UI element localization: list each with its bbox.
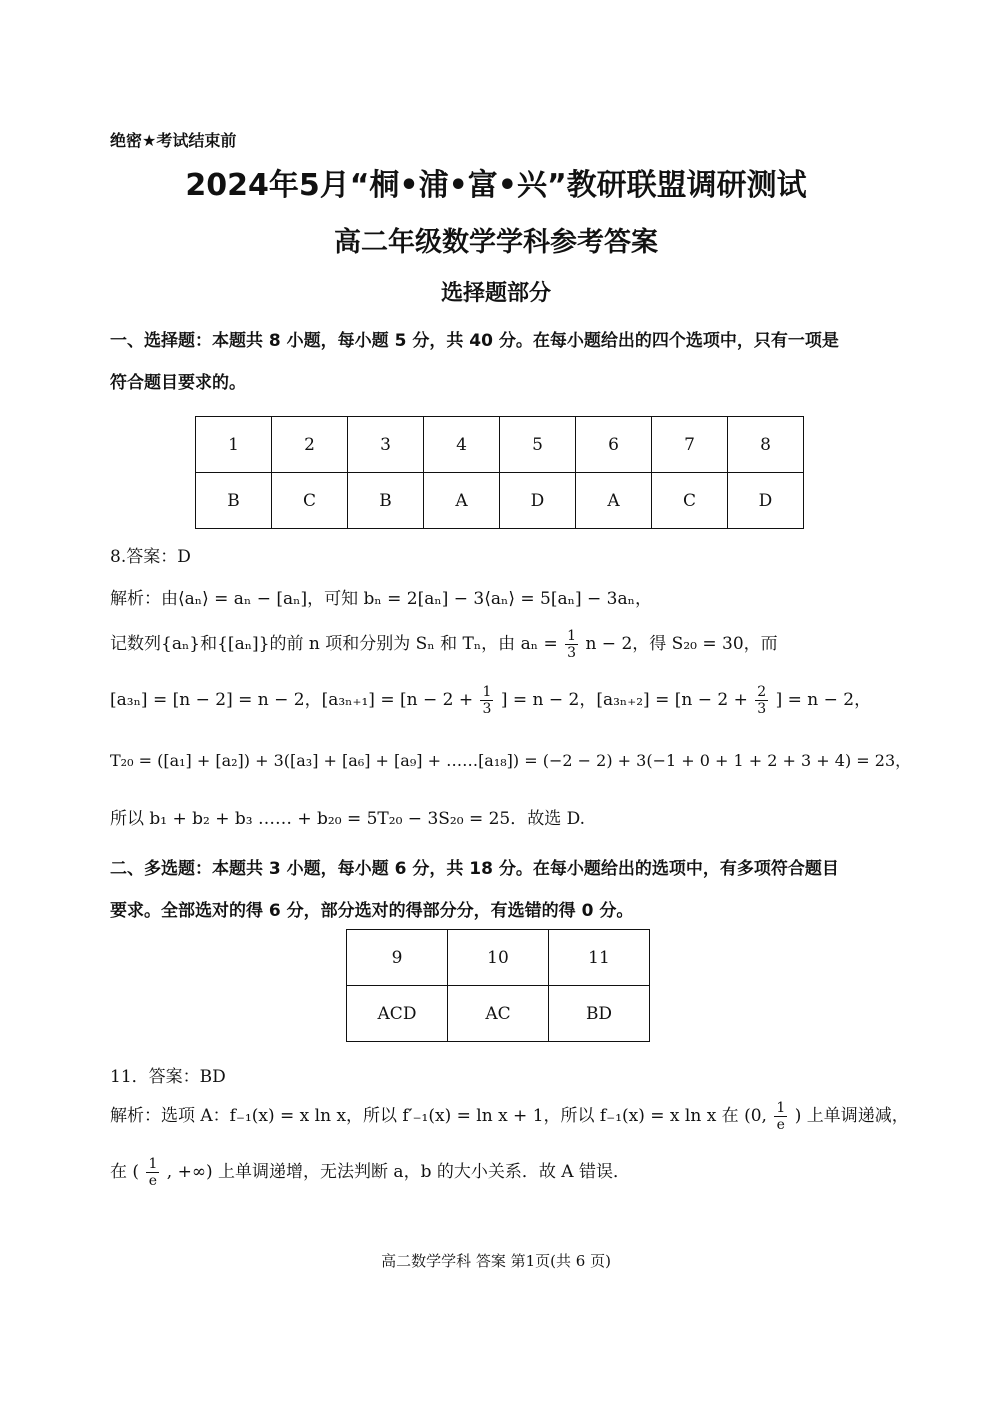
question-number: 4 — [424, 417, 500, 473]
question-number: 11 — [549, 930, 650, 986]
answer-cell: D — [728, 473, 804, 529]
question-number: 3 — [348, 417, 424, 473]
answer-cell: BD — [549, 986, 650, 1042]
question-number: 10 — [448, 930, 549, 986]
q8-answer: 8.答案：D — [110, 547, 191, 567]
fraction-denominator: e — [148, 1173, 158, 1189]
question-number: 2 — [272, 417, 348, 473]
fraction-numerator: 1 — [482, 684, 492, 700]
q11-solution-line2 — [110, 1156, 630, 1189]
q11-answer: 11．答案：BD — [110, 1067, 226, 1087]
fraction-one-third — [480, 684, 493, 717]
answer-cell: B — [348, 473, 424, 529]
question-number: 7 — [652, 417, 728, 473]
q8-solution-line5: 所以 b₁ + b₂ + b₃ …… + b₂₀ = 5T₂₀ − 3S₂₀ = 25．故选 D. — [110, 809, 586, 829]
section1-heading-line1: 一、选择题：本题共 8 小题，每小题 5 分，共 40 分。在每小题给出的四个选项中，只有一项是 — [110, 331, 839, 351]
fraction-numerator: 1 — [148, 1156, 158, 1172]
question-number: 1 — [196, 417, 272, 473]
fraction-denominator: 3 — [482, 701, 492, 717]
answer-cell: A — [576, 473, 652, 529]
q11-solution-line1 — [110, 1100, 909, 1133]
fraction-numerator: 2 — [757, 684, 767, 700]
q11-line1-part2: ) 上单调递减， — [794, 1106, 909, 1126]
section1-heading-line2: 符合题目要求的。 — [110, 373, 246, 393]
answer-table-2-numbers — [347, 930, 650, 986]
q8-solution-line3 — [110, 684, 871, 717]
answer-table-2-answers — [347, 986, 650, 1042]
q8-line3-part3: ] = n − 2， — [775, 690, 872, 710]
fraction-one-over-e — [774, 1100, 787, 1133]
fraction-two-thirds — [755, 684, 768, 717]
q8-line3-part2: ] = n − 2，[a₃ₙ₊₂] = [n − 2 + — [500, 690, 748, 710]
q8-line3-part1: [a₃ₙ] = [n − 2] = n − 2，[a₃ₙ₊₁] = [n − 2 + — [110, 690, 474, 710]
fraction-numerator: 1 — [567, 628, 577, 644]
q8-solution-line4: T₂₀ = ([a₁] + [a₂]) + 3([a₃] + [a₆] + [a₉] + ……[a₁₈]) = (−2 − 2) + 3(−1 + 0 + 1 + 2 + 3 + 4) = 23， — [110, 751, 912, 770]
part-heading: 选择题部分 — [440, 281, 551, 306]
q11-line2-part2: , +∞) 上单调递增，无法判断 a，b 的大小关系．故 A 错误． — [166, 1162, 630, 1182]
question-number: 5 — [500, 417, 576, 473]
fraction-denominator: 3 — [567, 645, 577, 661]
section2-heading-line1: 二、多选题：本题共 3 小题，每小题 6 分，共 18 分。在每小题给出的选项中，有多项符合题目 — [110, 859, 839, 879]
fraction-numerator: 1 — [776, 1100, 786, 1116]
q8-solution-line1: 解析：由⟨aₙ⟩ = aₙ − [aₙ]，可知 bₙ = 2[aₙ] − 3⟨aₙ⟩ = 5[aₙ] − 3aₙ， — [110, 589, 652, 609]
answer-cell: A — [424, 473, 500, 529]
answer-cell: AC — [448, 986, 549, 1042]
fraction-one-third — [565, 628, 578, 661]
question-number: 6 — [576, 417, 652, 473]
page-subtitle: 高二年级数学学科参考答案 — [334, 227, 658, 258]
answer-cell: C — [272, 473, 348, 529]
answer-table-1-answers — [196, 473, 804, 529]
q8-solution-line2 — [110, 628, 778, 661]
q8-line2-part1: 记数列{aₙ}和{[aₙ]}的前 n 项和分别为 Sₙ 和 Tₙ，由 aₙ = — [110, 634, 558, 654]
question-number: 8 — [728, 417, 804, 473]
answer-cell: B — [196, 473, 272, 529]
page-title: 2024年5月“桐•浦•富•兴”教研联盟调研测试 — [185, 168, 807, 203]
fraction-denominator: 3 — [757, 701, 767, 717]
fraction-denominator: e — [776, 1117, 785, 1133]
q11-line2-part1: 在 ( — [110, 1162, 140, 1182]
answer-table-1-numbers — [196, 417, 804, 473]
answer-cell: C — [652, 473, 728, 529]
answer-cell: ACD — [347, 986, 448, 1042]
q8-line2-part2: n − 2，得 S₂₀ = 30，而 — [585, 634, 778, 654]
confidential-label: 绝密★考试结束前 — [110, 131, 237, 150]
answer-cell: D — [500, 473, 576, 529]
answer-table-2 — [346, 929, 650, 1042]
q11-line1-part1: 解析：选项 A：f₋₁(x) = x ln x，所以 f′₋₁(x) = ln x + 1，所以 f₋₁(x) = x ln x 在 (0, — [110, 1106, 767, 1126]
answer-table-1 — [195, 416, 804, 529]
page-footer: 高二数学学科 答案 第1页(共 6 页) — [381, 1252, 611, 1270]
section2-heading-line2: 要求。全部选对的得 6 分，部分选对的得部分分，有选错的得 0 分。 — [110, 901, 634, 921]
fraction-one-over-e — [146, 1156, 159, 1189]
question-number: 9 — [347, 930, 448, 986]
